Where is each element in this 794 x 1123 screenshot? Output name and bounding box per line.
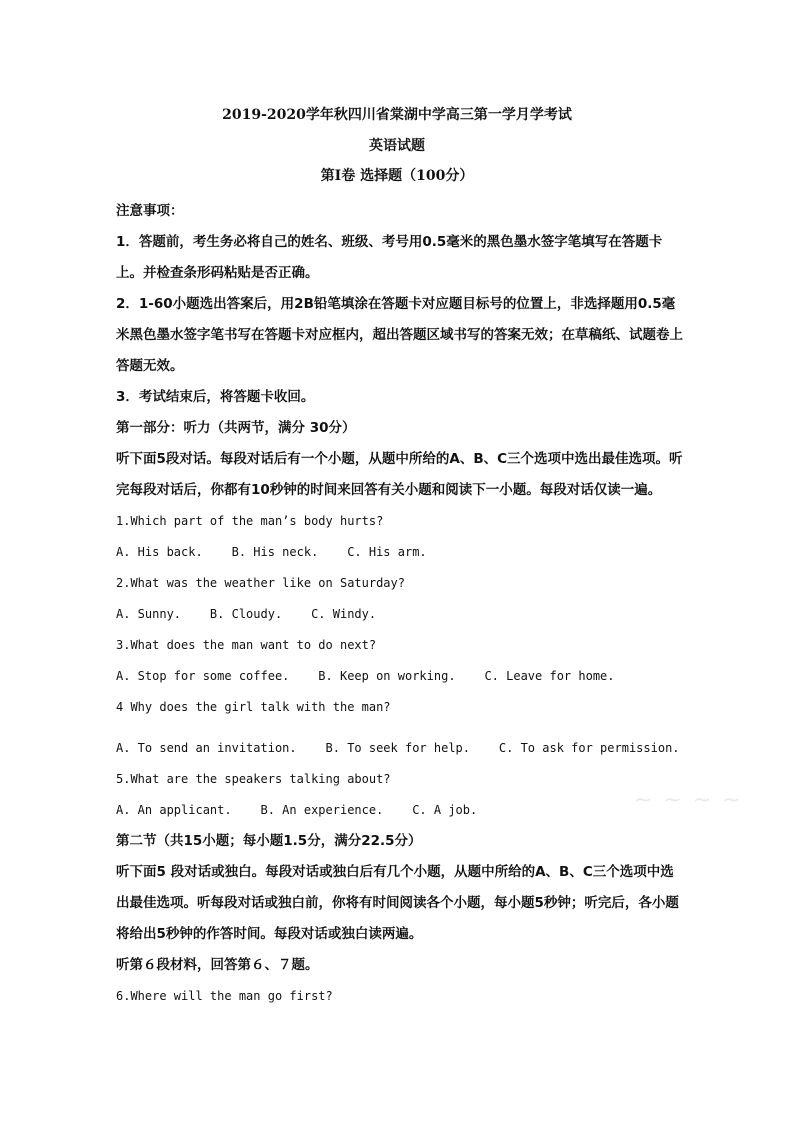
notice-item-3: 3．考试结束后，将答题卡收回。 [116,389,315,405]
notice-heading: 注意事项： [116,203,184,219]
exam-subject: 英语试题 [369,138,425,154]
question-1: 1.Which part of the man’s body hurts? [116,514,384,528]
question-1-options: A. His back. B. His neck. C. His arm. [116,545,427,559]
question-5: 5.What are the speakers talking about? [116,772,391,786]
notice-item-2: 2．1-60小题选出答案后，用2B铅笔填涂在答题卡对应题目标号的位置上，非选择题用0.5毫米黑色墨水签字笔书写在答题卡对应框内，超出答题区域书写的答案无效；在草稿纸、试题卷上答题无效。 [116,296,683,374]
section2-heading: 第二节（共15小题；每小题1.5分，满分22.5分） [116,833,422,849]
material-6-heading: 听第６段材料，回答第６、７题。 [116,957,319,973]
notice-item-1: 1．答题前，考生务必将自己的姓名、班级、考号用0.5毫米的黑色墨水签字笔填写在答题卡上。并检查条形码粘贴是否正确。 [116,234,663,281]
section2-instructions: 听下面5 段对话或独白。每段对话或独白后有几个小题，从题中所给的A、B、C三个选项中选出最佳选项。听每段对话或独白前，你将有时间阅读各个小题，每小题5秒钟；听完后，各小题将给出5秒钟的作答时间。每段对话或独白读两遍。 [116,864,679,942]
question-2-options: A. Sunny. B. Cloudy. C. Windy. [116,607,377,621]
section1-instructions: 听下面5段对话。每段对话后有一个小题，从题中所给的A、B、C三个选项中选出最佳选项。听完每段对话后，你都有10秒钟的时间来回答有关小题和阅读下一小题。每段对话仅读一遍。 [116,451,683,498]
question-3-options: A. Stop for some coffee. B. Keep on working. C. Leave for home. [116,669,615,683]
section1-heading: 第一部分：听力（共两节，满分 30分） [116,420,356,436]
question-5-options: A. An applicant. B. An experience. C. A job. [116,803,478,817]
exam-body [116,196,686,1012]
question-3: 3.What does the man want to do next? [116,638,377,652]
question-4: 4 Why does the girl talk with the man? [116,700,391,714]
question-6: 6.Where will the man go first? [116,989,333,1003]
watermark-graphic: ~ ~ ~ ~ [634,788,743,813]
question-2: 2.What was the weather like on Saturday? [116,576,405,590]
question-4-options: A. To send an invitation. B. To seek for help. C. To ask for permission. [116,741,680,755]
exam-part-title: 第Ⅰ卷 选择题（100分） [320,168,474,184]
exam-title: 2019-2020学年秋四川省棠湖中学高三第一学月学考试 [222,107,572,123]
